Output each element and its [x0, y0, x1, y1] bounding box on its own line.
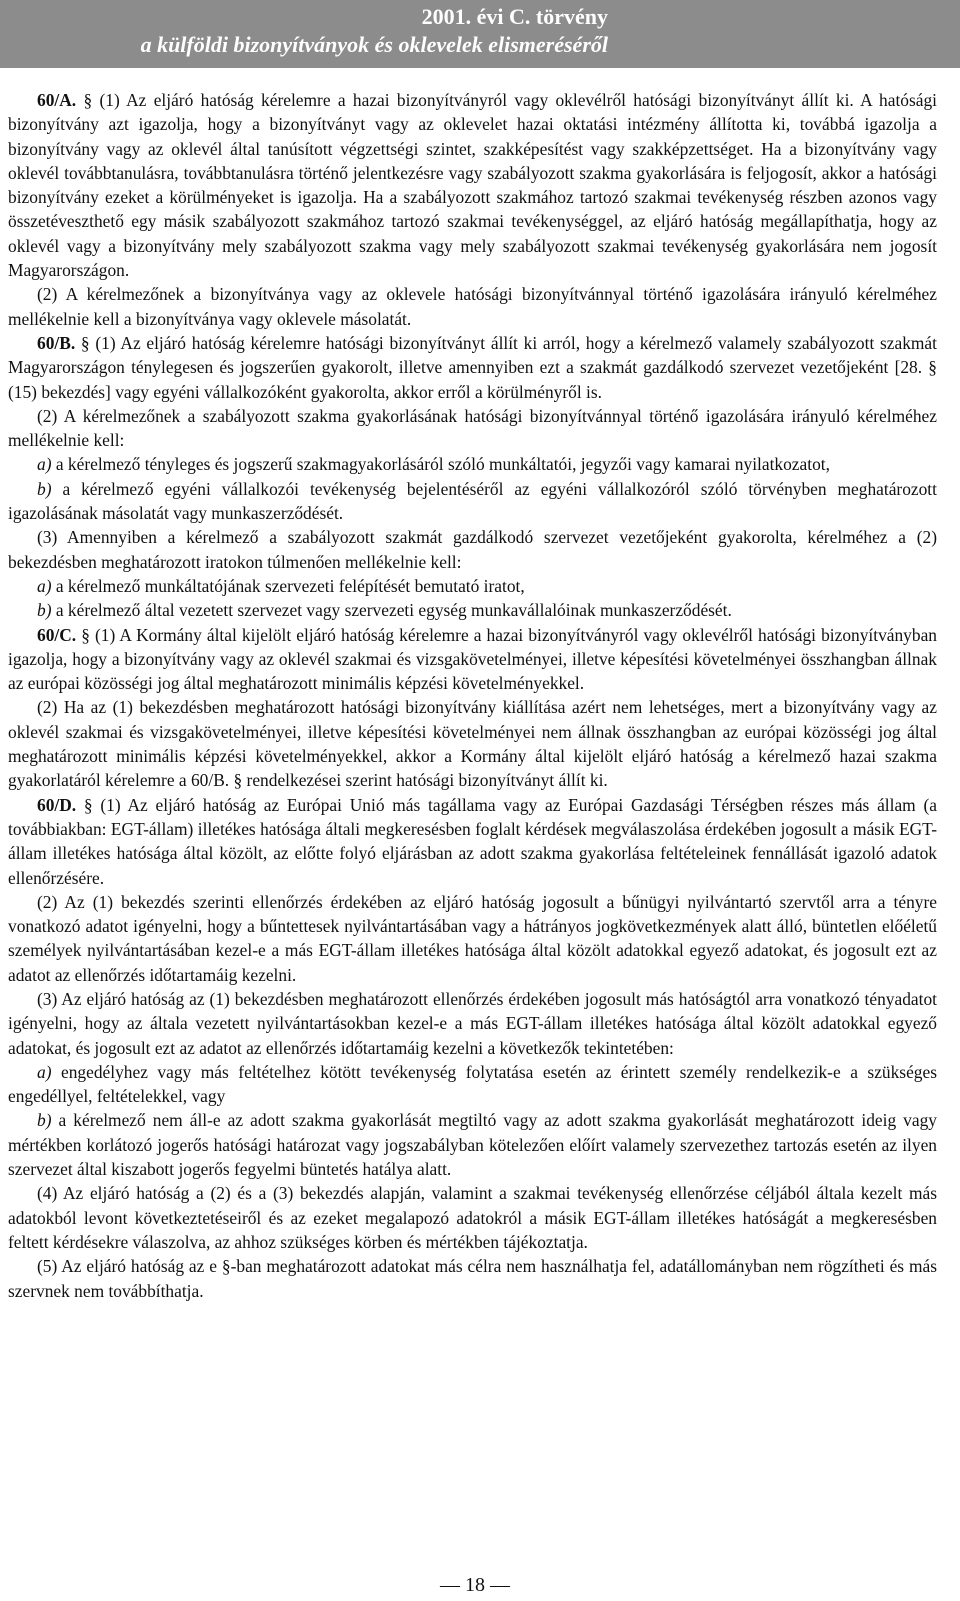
- section-60d-para-3: (3) Az eljáró hatóság az (1) bekezdésben meghatározott ellenőrzés érdekében jogosult más hatóságtól arra vonatkozó tényadatot igényelni, hogy az általa vezetett nyilvántartásokban kezel-e a más EGT-állam illetékes hatósága által közölt adatokkal egyező adatokat, és jogosult ezt az adatot az ellenőrzés időtartamáig kezelni a következők tekintetében:: [8, 988, 937, 1058]
- list-item: b) a kérelmező által vezetett szervezet vagy szervezeti egység munkavállalóinak munkaszerződését.: [37, 600, 732, 621]
- law-subtitle: a külföldi bizonyítványok és oklevelek elismeréséről: [140, 32, 608, 57]
- section-number: 60/B.: [37, 332, 76, 353]
- section-number: 60/D.: [37, 794, 77, 815]
- page-header: [0, 0, 960, 68]
- section-60a-para-1: 60/A. § (1) Az eljáró hatóság kérelemre a hazai bizonyítványról vagy oklevélről hatósági bizonyítványt állít ki. A hatósági bizonyítvány azt igazolja, hogy a bizonyítványt vagy az oklevelet hazai oktatási intézmény állította ki, továbbá igazolja a bizonyítvány vagy az oklevél által tanúsított végzettségi szintet, szakképesítést vagy szakképzettséget. Ha a bizonyítvány vagy oklevél továbbtanulásra, továbbtanulásra történő jelentkezésre vagy szabályozott szakma gyakorlására is feljogosít, akkor a hatósági bizonyítvány ezeket a körülményeket is igazolja. Ha a szabályozott szakmához tartozó szakmai tevékenység részben azonos vagy összetéveszthető egy másik szabályozott szakmához tartozó szakmai tevékenységgel, az eljáró hatóság megállapíthatja, hogy az oklevél vagy a bizonyítvány mely szabályozott szakma vagy mely szabályozott szakmai tevékenység gyakorlására nem jogosít Magyarországon.: [8, 90, 937, 281]
- section-60d-para-5: (5) Az eljáró hatóság az e §-ban meghatározott adatokat más célra nem használhatja fel, adatállományban nem rögzítheti és más szervnek nem továbbíthatja.: [8, 1256, 937, 1301]
- section-number: 60/A.: [37, 90, 77, 110]
- page-footer: [0, 1572, 960, 1601]
- list-item: a) engedélyhez vagy más feltételhez kötött tevékenység folytatása esetén az érintett személy rendelkezik-e a szükséges engedéllyel, feltételekkel, vagy: [8, 1061, 937, 1107]
- document-body: [8, 88, 937, 1303]
- list-item: b) a kérelmező nem áll-e az adott szakma gyakorlását megtiltó vagy az adott szakma gyakorlását meghatározott ideig vagy mértékben korlátozó jogerős hatósági határozat vagy jogszabályban kötelezően előírt valamely szervezethez tartozás esetén az ilyen szervezet által kiszabott jogerős fegyelmi büntetés hatálya alatt.: [8, 1110, 937, 1180]
- section-60b-para-2: (2) A kérelmezőnek a szabályozott szakma gyakorlásának hatósági bizonyítvánnyal történő igazolására irányuló kérelméhez mellékelnie kell:: [8, 405, 937, 451]
- law-title: 2001. évi C. törvény: [421, 4, 608, 29]
- section-number: 60/C.: [37, 624, 77, 645]
- section-60c-para-1: 60/C. § (1) A Kormány által kijelölt eljáró hatóság kérelemre a hazai bizonyítványról vagy oklevélről hatósági bizonyítványban igazolja, hogy a bizonyítvány vagy az oklevél szakmai és vizsgakövetelményei, illetve képesítési követelményei összhangban állnak az európai közösségi jog által meghatározott minimális képzési követelményekkel.: [8, 624, 937, 694]
- page-number: — 18 —: [440, 1574, 510, 1596]
- list-item: b) a kérelmező egyéni vállalkozói tevékenység bejelentéséről az egyéni vállalkozóról szóló törvényben meghatározott igazolásának másolatát vagy munkaszerződését.: [8, 478, 937, 524]
- section-60a-para-2: (2) A kérelmezőnek a bizonyítványa vagy az oklevele hatósági bizonyítvánnyal történő igazolására irányuló kérelméhez mellékelnie kell a bizonyítványa vagy oklevele másolatát.: [8, 284, 937, 329]
- section-60c-para-2: (2) Ha az (1) bekezdésben meghatározott hatósági bizonyítvány kiállítása azért nem lehetséges, mert a bizonyítvány vagy az oklevél szakmai és vizsgakövetelményei, illetve képesítési követelményei nem állnak összhangban az európai közösségi jog által meghatározott minimális képzési követelményekkel, akkor a Kormány által kijelölt eljáró hatóság a kérelmező hazai szakma gyakorlatáról kérelemre a 60/B. § rendelkezései szerint hatósági bizonyítványt állít ki.: [8, 697, 937, 791]
- list-item: a) a kérelmező munkáltatójának szervezeti felépítését bemutató iratot,: [37, 575, 525, 596]
- list-item: a) a kérelmező tényleges és jogszerű szakmagyakorlásáról szóló munkáltatói, jegyzői vagy kamarai nyilatkozatot,: [37, 454, 830, 475]
- section-60b-para-1: 60/B. § (1) Az eljáró hatóság kérelemre hatósági bizonyítványt állít ki arról, hogy a kérelmező valamely szabályozott szakmát Magyarországon ténylegesen és jogszerűen gyakorolt, illetve amennyiben ezt a szakmát gazdálkodó szervezet vezetőjeként [28. § (15) bekezdés] vagy egyéni vállalkozóként gyakorolta, akkor erről a körülményről is.: [8, 332, 937, 402]
- section-60d-para-4: (4) Az eljáró hatóság a (2) és a (3) bekezdés alapján, valamint a szakmai tevékenység ellenőrzése céljából általa kezelt más adatokból levont következtetéseiről és az ezeket megalapozó adatokról a másik EGT-állam illetékes hatóságát a megkeresésben feltett kérdésekre válaszolva, az ahhoz szükséges körben és mértékben tájékoztatja.: [8, 1183, 937, 1252]
- section-60d-para-1: 60/D. § (1) Az eljáró hatóság az Európai Unió más tagállama vagy az Európai Gazdasági Térségben részes más állam (a továbbiakban: EGT-állam) illetékes hatósága általi megkeresésben foglalt kérdések megválaszolása érdekében jogosult a másik EGT-állam illetékes hatósága által közölt, az előtte folyó eljárásban az adott szakma gyakorlása feltételeinek fennállását igazoló adatok ellenőrzésére.: [8, 794, 937, 888]
- section-60b-para-3: (3) Amennyiben a kérelmező a szabályozott szakmát gazdálkodó szervezet vezetőjeként gyakorolta, kérelméhez a (2) bekezdésben meghatározott iratokon túlmenően mellékelnie kell:: [8, 527, 937, 572]
- section-60d-para-2: (2) Az (1) bekezdés szerinti ellenőrzés érdekében az eljáró hatóság jogosult a bűnügyi nyilvántartó szervtől arra a tényre vonatkozó adatot igényelni, hogy a bűntettesek nyilvántartásában vagy a hátrányos jogkövetkezmények alatt álló, büntetlen előéletű személyek nyilvántartásában kezel-e a más EGT-állam illetékes hatósága által közölt adatokkal egyező adatokat, és jogosult ezt az adatot az ellenőrzés időtartamáig kezelni.: [8, 891, 937, 985]
